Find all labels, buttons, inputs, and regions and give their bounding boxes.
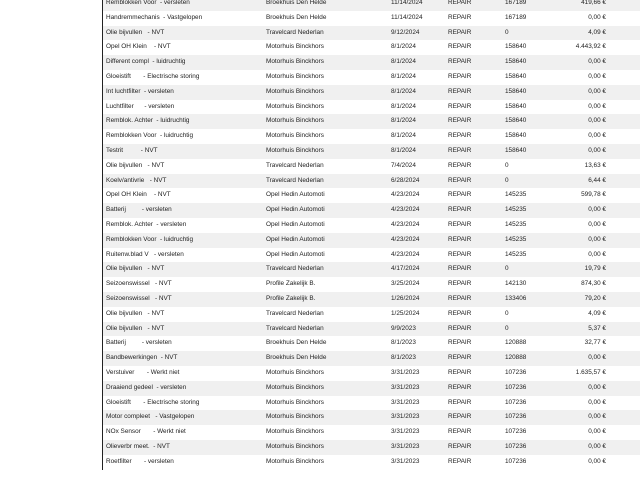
description-cell: Olie bijvullen - NVT [103,262,263,277]
description-cell: Olie bijvullen - NVT [103,307,263,322]
reference-cell: 120888 [502,336,555,351]
table-row [103,233,640,248]
supplier-cell: Profile Zakelijk B. [263,292,388,307]
supplier-cell: Motorhuis Binckhors [263,100,388,115]
type-cell: REPAIR [445,218,502,233]
description-cell: Bandbewerkingen - NVT [103,351,263,366]
reference-cell: 145235 [502,218,555,233]
supplier-cell: Motorhuis Binckhors [263,40,388,55]
spacer-cell [610,26,640,41]
reference-cell: 158640 [502,55,555,70]
amount-cell: 0,00 € [555,85,610,100]
description-cell: Remblokken Voor - luidruchtig [103,233,263,248]
spacer-cell [610,277,640,292]
supplier-cell: Travelcard Nederlan [263,262,388,277]
reference-cell: 107236 [502,366,555,381]
spacer-cell [610,100,640,115]
date-cell: 11/14/2024 [388,0,445,11]
description-cell: Testrit - NVT [103,144,263,159]
spacer-cell [610,336,640,351]
date-cell: 11/14/2024 [388,11,445,26]
date-cell: 9/9/2023 [388,322,445,337]
amount-cell: 0,00 € [555,381,610,396]
amount-cell: 1.635,57 € [555,366,610,381]
reference-cell: 107236 [502,381,555,396]
table-row [103,322,640,337]
spacer-cell [610,322,640,337]
description-cell: Draaiend gedeel - versleten [103,381,263,396]
amount-cell: 32,77 € [555,336,610,351]
amount-cell: 0,00 € [555,440,610,455]
description-cell: Koelv/antivrie - NVT [103,174,263,189]
date-cell: 8/1/2024 [388,40,445,55]
amount-cell: 0,00 € [555,351,610,366]
supplier-cell: Motorhuis Binckhors [263,396,388,411]
type-cell: REPAIR [445,85,502,100]
amount-cell: 19,79 € [555,262,610,277]
amount-cell: 0,00 € [555,248,610,263]
type-cell: REPAIR [445,129,502,144]
table-row [103,248,640,263]
supplier-cell: Travelcard Nederlan [263,26,388,41]
description-cell: Gloeistift - Electrische storing [103,70,263,85]
type-cell: REPAIR [445,174,502,189]
spacer-cell [610,174,640,189]
spacer-cell [610,188,640,203]
amount-cell: 4,09 € [555,26,610,41]
table-row [103,100,640,115]
spacer-cell [610,396,640,411]
type-cell: REPAIR [445,292,502,307]
description-cell: Different compl - luidruchtig [103,55,263,70]
description-cell: Batterij - versleten [103,203,263,218]
type-cell: REPAIR [445,114,502,129]
supplier-cell: Motorhuis Binckhors [263,425,388,440]
date-cell: 3/31/2023 [388,410,445,425]
table-row [103,55,640,70]
supplier-cell: Motorhuis Binckhors [263,440,388,455]
amount-cell: 419,66 € [555,0,610,11]
reference-cell: 158640 [502,114,555,129]
supplier-cell: Motorhuis Binckhors [263,85,388,100]
supplier-cell: Broekhuis Den Helde [263,0,388,11]
table-row [103,455,640,470]
description-cell: Motor compleet - Vastgelopen [103,410,263,425]
table-row [103,174,640,189]
supplier-cell: Profile Zakelijk B. [263,277,388,292]
reference-cell: 107236 [502,410,555,425]
table-row [103,159,640,174]
type-cell: REPAIR [445,410,502,425]
table-row [103,351,640,366]
supplier-cell: Motorhuis Binckhors [263,114,388,129]
spacer-cell [610,159,640,174]
supplier-cell: Opel Hedin Automoti [263,233,388,248]
amount-cell: 0,00 € [555,396,610,411]
spacer-cell [610,0,640,11]
supplier-cell: Broekhuis Den Helde [263,336,388,351]
amount-cell: 0,00 € [555,218,610,233]
table-row [103,366,640,381]
amount-cell: 0,00 € [555,144,610,159]
supplier-cell: Travelcard Nederlan [263,159,388,174]
amount-cell: 0,00 € [555,425,610,440]
table-row [103,381,640,396]
amount-cell: 5,37 € [555,322,610,337]
spacer-cell [610,40,640,55]
spacer-cell [610,129,640,144]
table-row [103,425,640,440]
spacer-cell [610,307,640,322]
spacer-cell [610,114,640,129]
reference-cell: 158640 [502,40,555,55]
table-row [103,40,640,55]
amount-cell: 0,00 € [555,11,610,26]
amount-cell: 0,00 € [555,70,610,85]
type-cell: REPAIR [445,0,502,11]
table-row [103,203,640,218]
table-row [103,336,640,351]
description-cell: Olie bijvullen - NVT [103,322,263,337]
spacer-cell [610,233,640,248]
type-cell: REPAIR [445,336,502,351]
type-cell: REPAIR [445,425,502,440]
table-row [103,129,640,144]
amount-cell: 0,00 € [555,114,610,129]
type-cell: REPAIR [445,159,502,174]
table-row [103,307,640,322]
amount-cell: 6,44 € [555,174,610,189]
amount-cell: 599,78 € [555,188,610,203]
table-row [103,262,640,277]
date-cell: 3/31/2023 [388,440,445,455]
description-cell: Int luchtfilter - versleten [103,85,263,100]
spacer-cell [610,366,640,381]
reference-cell: 167189 [502,11,555,26]
reference-cell: 158640 [502,144,555,159]
type-cell: REPAIR [445,366,502,381]
reference-cell: 133406 [502,292,555,307]
spacer-cell [610,203,640,218]
type-cell: REPAIR [445,396,502,411]
repair-table-body [103,0,640,470]
spacer-cell [610,55,640,70]
date-cell: 9/12/2024 [388,26,445,41]
reference-cell: 107236 [502,396,555,411]
supplier-cell: Broekhuis Den Helde [263,351,388,366]
supplier-cell: Opel Hedin Automoti [263,203,388,218]
reference-cell: 0 [502,307,555,322]
table-row [103,26,640,41]
description-cell: Ruitenw.blad V - versleten [103,248,263,263]
date-cell: 1/26/2024 [388,292,445,307]
description-cell: Olie bijvullen - NVT [103,26,263,41]
spacer-cell [610,218,640,233]
description-cell: Luchtfilter - versleten [103,100,263,115]
supplier-cell: Motorhuis Binckhors [263,55,388,70]
repair-history-sheet [102,0,606,470]
description-cell: Handremmechanis - Vastgelopen [103,11,263,26]
type-cell: REPAIR [445,233,502,248]
supplier-cell: Motorhuis Binckhors [263,381,388,396]
description-cell: Remblok. Achter - luidruchtig [103,114,263,129]
type-cell: REPAIR [445,144,502,159]
table-row [103,70,640,85]
table-row [103,0,640,11]
date-cell: 8/1/2024 [388,85,445,100]
spacer-cell [610,292,640,307]
table-row [103,410,640,425]
reference-cell: 158640 [502,85,555,100]
amount-cell: 0,00 € [555,55,610,70]
type-cell: REPAIR [445,455,502,470]
type-cell: REPAIR [445,188,502,203]
table-row [103,277,640,292]
description-cell: Gloeistift - Electrische storing [103,396,263,411]
type-cell: REPAIR [445,262,502,277]
amount-cell: 0,00 € [555,100,610,115]
description-cell: Opel OH Klein - NVT [103,188,263,203]
date-cell: 4/23/2024 [388,188,445,203]
amount-cell: 4.443,92 € [555,40,610,55]
description-cell: Batterij - versleten [103,336,263,351]
date-cell: 8/1/2024 [388,114,445,129]
date-cell: 4/23/2024 [388,233,445,248]
reference-cell: 167189 [502,0,555,11]
supplier-cell: Motorhuis Binckhors [263,366,388,381]
table-row [103,188,640,203]
date-cell: 3/31/2023 [388,425,445,440]
type-cell: REPAIR [445,26,502,41]
type-cell: REPAIR [445,11,502,26]
repair-table [103,0,640,470]
type-cell: REPAIR [445,440,502,455]
reference-cell: 107236 [502,455,555,470]
reference-cell: 145235 [502,248,555,263]
amount-cell: 0,00 € [555,203,610,218]
spacer-cell [610,70,640,85]
amount-cell: 0,00 € [555,233,610,248]
supplier-cell: Motorhuis Binckhors [263,455,388,470]
reference-cell: 120888 [502,351,555,366]
reference-cell: 0 [502,26,555,41]
table-row [103,218,640,233]
description-cell: Seizoenswissel - NVT [103,292,263,307]
date-cell: 4/23/2024 [388,218,445,233]
reference-cell: 145235 [502,233,555,248]
description-cell: Olie bijvullen - NVT [103,159,263,174]
amount-cell: 0,00 € [555,410,610,425]
supplier-cell: Motorhuis Binckhors [263,410,388,425]
supplier-cell: Travelcard Nederlan [263,322,388,337]
spacer-cell [610,248,640,263]
table-row [103,114,640,129]
type-cell: REPAIR [445,277,502,292]
date-cell: 3/31/2023 [388,455,445,470]
spacer-cell [610,144,640,159]
date-cell: 3/31/2023 [388,366,445,381]
description-cell: Olieverbr meet. - NVT [103,440,263,455]
spacer-cell [610,440,640,455]
date-cell: 8/1/2023 [388,351,445,366]
reference-cell: 142130 [502,277,555,292]
type-cell: REPAIR [445,322,502,337]
spacer-cell [610,351,640,366]
type-cell: REPAIR [445,351,502,366]
description-cell: Seizoenswissel - NVT [103,277,263,292]
amount-cell: 4,09 € [555,307,610,322]
spacer-cell [610,425,640,440]
table-row [103,85,640,100]
type-cell: REPAIR [445,307,502,322]
amount-cell: 13,63 € [555,159,610,174]
description-cell: Opel OH Klein - NVT [103,40,263,55]
date-cell: 8/1/2024 [388,100,445,115]
type-cell: REPAIR [445,40,502,55]
amount-cell: 0,00 € [555,455,610,470]
type-cell: REPAIR [445,55,502,70]
supplier-cell: Opel Hedin Automoti [263,188,388,203]
reference-cell: 158640 [502,100,555,115]
date-cell: 8/1/2024 [388,144,445,159]
description-cell: Remblok. Achter - versleten [103,218,263,233]
spacer-cell [610,262,640,277]
reference-cell: 107236 [502,440,555,455]
type-cell: REPAIR [445,381,502,396]
reference-cell: 145235 [502,188,555,203]
table-row [103,440,640,455]
reference-cell: 158640 [502,129,555,144]
spacer-cell [610,455,640,470]
reference-cell: 0 [502,322,555,337]
table-row [103,292,640,307]
date-cell: 8/1/2024 [388,70,445,85]
table-row [103,144,640,159]
supplier-cell: Motorhuis Binckhors [263,70,388,85]
reference-cell: 158640 [502,70,555,85]
table-row [103,11,640,26]
spacer-cell [610,381,640,396]
date-cell: 1/25/2024 [388,307,445,322]
date-cell: 7/4/2024 [388,159,445,174]
date-cell: 3/31/2023 [388,381,445,396]
type-cell: REPAIR [445,100,502,115]
spacer-cell [610,11,640,26]
date-cell: 8/1/2024 [388,129,445,144]
date-cell: 8/1/2023 [388,336,445,351]
date-cell: 4/23/2024 [388,203,445,218]
date-cell: 4/17/2024 [388,262,445,277]
supplier-cell: Broekhuis Den Helde [263,11,388,26]
reference-cell: 107236 [502,425,555,440]
supplier-cell: Motorhuis Binckhors [263,144,388,159]
description-cell: NOx Sensor - Werkt niet [103,425,263,440]
supplier-cell: Opel Hedin Automoti [263,218,388,233]
amount-cell: 79,20 € [555,292,610,307]
date-cell: 6/28/2024 [388,174,445,189]
description-cell: Remblokken Voor - versleten [103,0,263,11]
spacer-cell [610,410,640,425]
description-cell: Remblokken Voor - luidruchtig [103,129,263,144]
reference-cell: 145235 [502,203,555,218]
supplier-cell: Travelcard Nederlan [263,307,388,322]
amount-cell: 874,30 € [555,277,610,292]
amount-cell: 0,00 € [555,129,610,144]
date-cell: 4/23/2024 [388,248,445,263]
reference-cell: 0 [502,262,555,277]
reference-cell: 0 [502,174,555,189]
reference-cell: 0 [502,159,555,174]
date-cell: 3/25/2024 [388,277,445,292]
type-cell: REPAIR [445,248,502,263]
supplier-cell: Opel Hedin Automoti [263,248,388,263]
date-cell: 8/1/2024 [388,55,445,70]
description-cell: Roetfilter - versleten [103,455,263,470]
supplier-cell: Motorhuis Binckhors [263,129,388,144]
supplier-cell: Travelcard Nederlan [263,174,388,189]
date-cell: 3/31/2023 [388,396,445,411]
table-row [103,396,640,411]
type-cell: REPAIR [445,70,502,85]
description-cell: Verstuiver - Werkt niet [103,366,263,381]
type-cell: REPAIR [445,203,502,218]
spacer-cell [610,85,640,100]
